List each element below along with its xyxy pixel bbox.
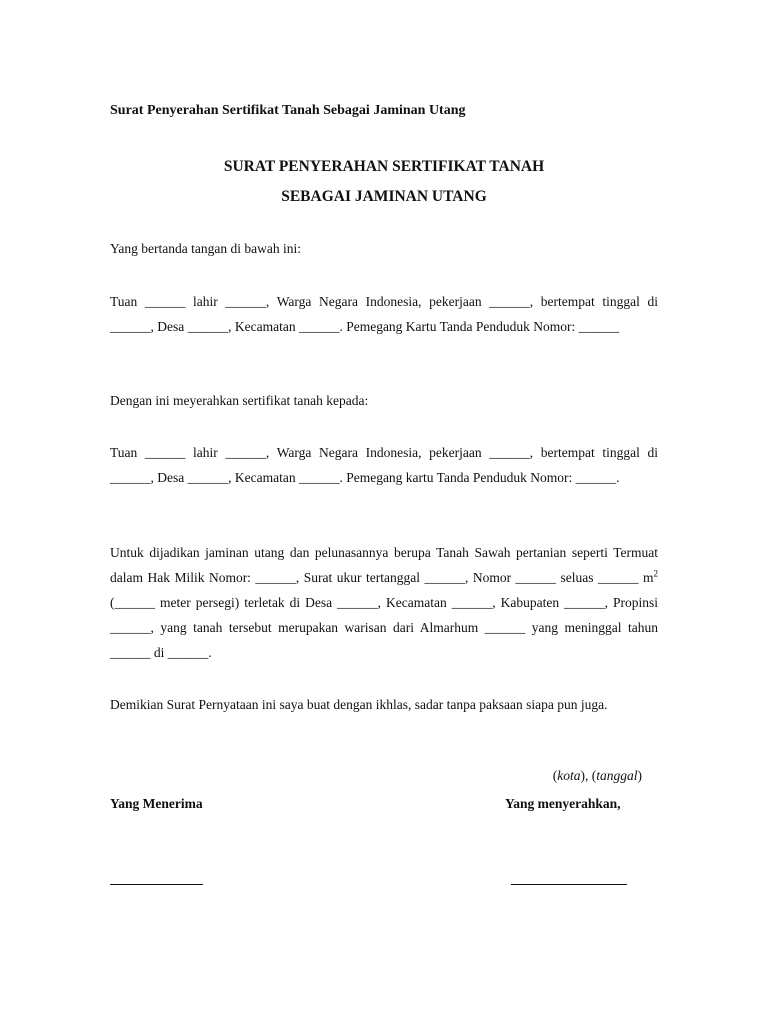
closing-paragraph: Demikian Surat Pernyataan ini saya buat dengan ikhlas, sadar tanpa paksaan siapa pun juga. [110, 697, 608, 712]
date-paren-close: ) [637, 768, 642, 783]
party1-paragraph: Tuan ______ lahir ______, Warga Negara Indonesia, pekerjaan ______, bertempat tinggal di ______, Desa ______, Kecamatan ______. Pemegang Kartu Tanda Penduduk Nomor: ______ [110, 294, 658, 334]
receiver-signature-line [110, 884, 203, 885]
land-superscript: 2 [653, 568, 658, 579]
land-text-part1: Untuk dijadikan jaminan utang dan pelunasannya berupa Tanah Sawah pertanian seperti Termuat dalam Hak Milik Nomor: ______, Surat ukur tertanggal ______, Nomor ______ seluas ______ m [110, 545, 658, 585]
date-paren-open: ( [552, 768, 558, 783]
document-heading: Surat Penyerahan Sertifikat Tanah Sebagai Jaminan Utang [110, 103, 466, 118]
party2-paragraph: Tuan ______ lahir ______, Warga Negara Indonesia, pekerjaan ______, bertempat tinggal di ______, Desa ______, Kecamatan ______. Pemegang kartu Tanda Penduduk Nomor: ______. [110, 445, 658, 485]
give-statement: Dengan ini meyerahkan sertifikat tanah kepada: [110, 393, 369, 408]
title-line-2: SEBAGAI JAMINAN UTANG [281, 188, 487, 205]
land-paragraph [110, 540, 658, 665]
land-text-part2: (______ meter persegi) terletak di Desa ______, Kecamatan ______, Kabupaten ______, Propinsi ______, yang tanah tersebut merupakan warisan dari Almarhum ______ yang meninggal tahun ______ di ______. [110, 595, 658, 660]
giver-signature-line [511, 884, 627, 885]
title-line-1: SURAT PENYERAHAN SERTIFIKAT TANAH [223, 158, 545, 175]
receiver-label: Yang Menerima [110, 796, 203, 811]
date-placeholder: tanggal [596, 768, 638, 783]
city-placeholder: kota [557, 768, 581, 783]
place-date-line [553, 768, 642, 784]
giver-label: Yang menyerahkan, [505, 796, 621, 811]
intro-text: Yang bertanda tangan di bawah ini: [110, 241, 301, 256]
date-separator: ), ( [580, 768, 597, 783]
